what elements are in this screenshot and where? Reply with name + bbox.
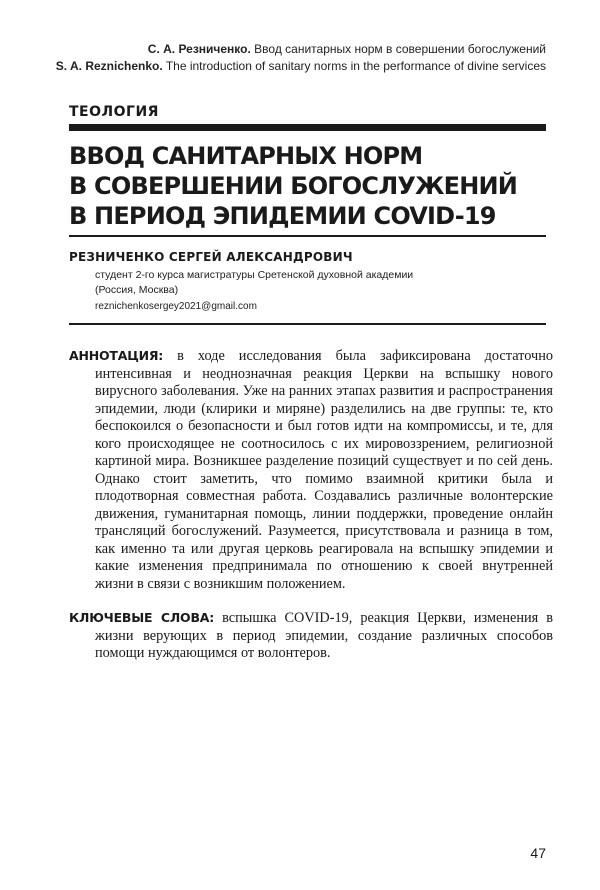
affiliation-line-1: студент 2-го курса магистратуры Сретенской духовной академии	[95, 269, 414, 281]
page-number: 47	[530, 845, 546, 861]
abstract-paragraph	[69, 347, 553, 593]
keywords-label: КЛЮЧЕВЫЕ СЛОВА:	[69, 610, 215, 625]
running-head-en-title: The introduction of sanitary norms in the performance of divine services	[165, 59, 546, 73]
running-head-en-author: S. A. Reznichenko.	[55, 59, 163, 73]
keywords-text: вспышка COVID-19, реакция Церкви, изменения в жизни верующих в период эпидемии, создание различных способов помощи нуждающимся от волонтеров.	[95, 610, 554, 661]
keywords-paragraph	[69, 609, 553, 663]
article-title	[69, 141, 549, 231]
section-rule	[69, 124, 546, 131]
author-name: РЕЗНИЧЕНКО СЕРГЕЙ АЛЕКСАНДРОВИЧ	[69, 250, 353, 264]
running-head	[56, 41, 546, 75]
author-affiliation	[95, 268, 413, 298]
author-email[interactable]: reznichenkosergey2021@gmail.com	[95, 301, 257, 312]
abstract-label: АННОТАЦИЯ:	[69, 348, 164, 363]
running-head-ru-title: Ввод санитарных норм в совершении богослужений	[254, 42, 546, 56]
title-divider	[69, 235, 546, 237]
section-heading: ТЕОЛОГИЯ	[69, 104, 159, 120]
abstract-text: в ходе исследования была зафиксирована достаточно интенсивная и неоднозначная реакция Церкви на вспышку нового вирусного заболевания. Уже на ранних этапах развития и распространения эпидемии, люди (клирики и миряне) разделились на две группы: те, кто беспокоился о безопасности и был готов идти на компромиссы, и те, для кого происходящее не соотносилось с их мировоззрением, религиозной картиной мира. Возникшее разделение позиций существует и по сей день. Однако стоит заметить, что помимо взаимной критики была и плодотворная совместная работа. Создавались различные волонтерские движения, гуманитарная помощь, линии поддержки, проведение онлайн трансляций богослужений. Разумеется, присутствовала и разница в том, как именно та или другая церковь реагировала на вспышку эпидемии и какие изменения предпринимала по отношению к своей внутренней жизни в связи с возникшим положением.	[95, 348, 553, 592]
running-head-ru	[56, 41, 546, 58]
title-line: В СОВЕРШЕНИИ БОГОСЛУЖЕНИЙ	[69, 172, 518, 200]
keywords	[69, 609, 553, 663]
title-line: В ПЕРИОД ЭПИДЕМИИ COVID-19	[69, 202, 496, 230]
running-head-en	[56, 58, 546, 75]
author-divider	[69, 323, 546, 325]
title-line: ВВОД САНИТАРНЫХ НОРМ	[69, 142, 423, 170]
affiliation-line-2: (Россия, Москва)	[95, 284, 179, 296]
running-head-ru-author: С. А. Резниченко.	[147, 42, 251, 56]
abstract	[69, 347, 553, 593]
